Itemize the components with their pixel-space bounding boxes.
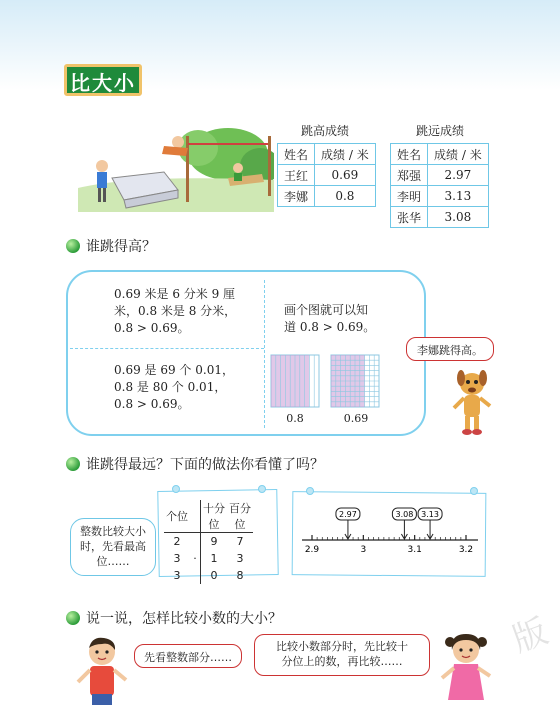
table-cell: 张华: [391, 207, 428, 228]
digit-cell: 3: [173, 552, 181, 565]
svg-text:3.13: 3.13: [421, 510, 439, 519]
grid-0-8: [270, 354, 320, 408]
high-jump-caption: 跳高成绩: [300, 124, 349, 138]
watermark: 版: [507, 611, 554, 661]
boy-illustration: [74, 634, 130, 705]
speech-bubble: 李娜跳得高。: [406, 337, 494, 361]
girl-illustration: [436, 630, 496, 705]
section-heading-text: 说一说，怎样比较小数的大小？: [86, 611, 282, 627]
table-cell: 3.13: [428, 186, 489, 207]
grid-label: 0.69: [343, 412, 369, 425]
digit-cell: 9: [201, 533, 228, 551]
high-jump-table: [277, 143, 376, 207]
number-line-tick-label: 2.9: [304, 545, 320, 555]
method-3-text: 画个图就可以知 道 0.8 > 0.69。: [284, 303, 376, 334]
grid-0-69: [330, 354, 380, 408]
digit-cell: 7: [236, 535, 244, 548]
pin-icon: [258, 485, 266, 493]
speech-bubble: 整数比较大小 时，先看最高 位……: [70, 518, 156, 576]
number-line-marker: [418, 508, 442, 539]
divider: [264, 280, 265, 428]
svg-text:2.97: 2.97: [339, 510, 357, 519]
pin-icon: [470, 487, 478, 495]
section-heading-q2: [66, 454, 324, 474]
pin-icon: [306, 487, 314, 495]
high-jump-illustration: [78, 118, 274, 212]
method-2-text: 0.69 是 69 个 0.01， 0.8 是 80 个 0.01， 0.8 > 0.69。: [114, 363, 234, 411]
table-header: 姓名: [391, 144, 428, 165]
table-cell: 王红: [278, 165, 315, 186]
section-heading-q1: [66, 236, 156, 256]
divider: [70, 348, 264, 349]
long-jump-table: [390, 143, 489, 228]
table-cell: 3.08: [428, 207, 489, 228]
section-heading-text: 谁跳得最远？下面的做法你看懂了吗？: [86, 457, 324, 473]
grid-label: 0.8: [286, 412, 304, 425]
table-header: 成绩 / 米: [428, 144, 489, 165]
long-jump-caption: 跳远成绩: [415, 124, 464, 138]
number-line-marker: [336, 508, 360, 539]
place-header: 个位: [164, 500, 190, 533]
table-cell: 李明: [391, 186, 428, 207]
digit-cell: 2: [173, 535, 181, 548]
number-line-marker: [392, 508, 416, 539]
section-heading-q3: [66, 608, 282, 628]
number-line-tick-label: 3.1: [407, 545, 422, 555]
number-line-tick-label: 3.2: [458, 545, 474, 555]
table-header: 姓名: [278, 144, 315, 165]
svg-text:3.08: 3.08: [395, 510, 414, 519]
digit-cell: 0: [201, 567, 228, 584]
table-header: 成绩 / 米: [315, 144, 376, 165]
bullet-icon: [66, 611, 80, 625]
bullet-icon: [66, 239, 80, 253]
speech-bubble: 先看整数部分……: [134, 644, 242, 668]
digit-cell: 1: [201, 550, 228, 567]
number-line-tick-label: 3: [360, 545, 367, 555]
speech-bubble: 比较小数部分时，先比较十 分位上的数，再比较……: [254, 634, 430, 676]
table-cell: 0.8: [315, 186, 376, 207]
table-cell: 0.69: [315, 165, 376, 186]
table-cell: 郑强: [391, 165, 428, 186]
dog-mascot-illustration: [450, 368, 494, 438]
pin-icon: [172, 485, 180, 493]
number-line: [298, 500, 482, 560]
table-cell: 李娜: [278, 186, 315, 207]
place-header: 十分位: [201, 500, 228, 533]
digit-cell: 3: [173, 569, 181, 582]
place-value-table: 个位 十分位 百分位 2 9 7 3 · 1 3 3 0 8: [166, 502, 251, 582]
table-cell: 2.97: [428, 165, 489, 186]
place-header: 百分位: [229, 502, 251, 531]
page-title: 比大小: [64, 64, 142, 96]
bullet-icon: [66, 457, 80, 471]
section-heading-text: 谁跳得高？: [86, 239, 156, 255]
method-1-text: 0.69 米是 6 分米 9 厘 米，0.8 米是 8 分米， 0.8 > 0.69。: [114, 287, 237, 335]
digit-cell: 3: [236, 552, 244, 565]
digit-cell: 8: [236, 569, 244, 582]
